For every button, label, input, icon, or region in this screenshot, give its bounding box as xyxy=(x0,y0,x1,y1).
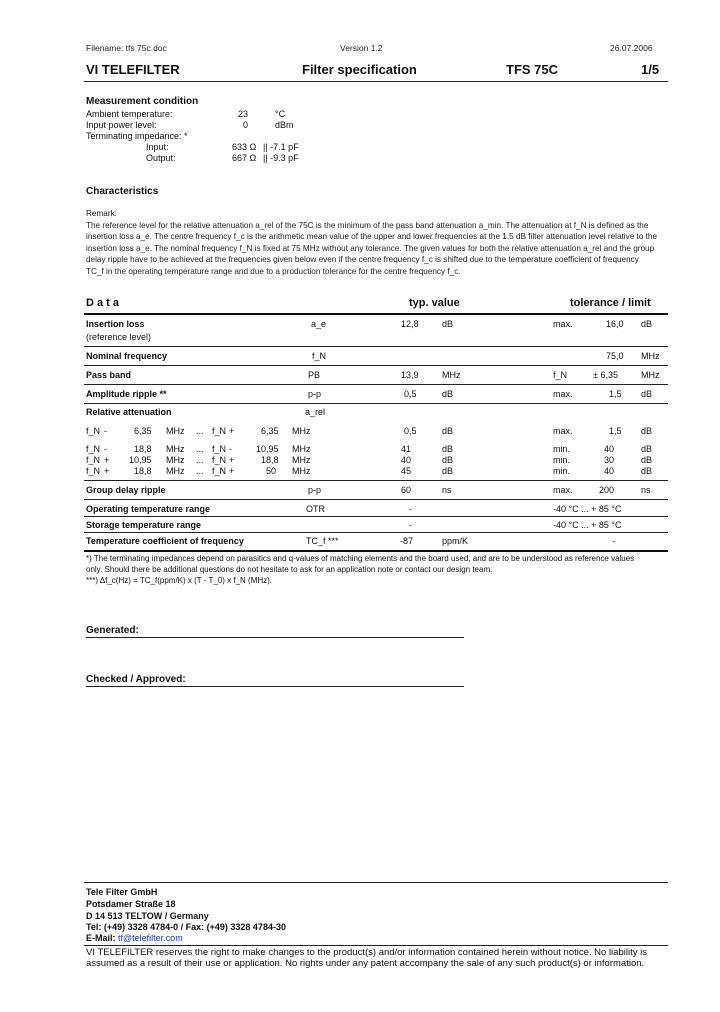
freq-unit: MHz xyxy=(166,444,185,454)
generated-signature-line xyxy=(86,637,464,638)
footnote: only. Should there be additional questions do not hesitate to ask for an application note or contact our design team. xyxy=(86,565,493,574)
freq-unit: MHz xyxy=(166,466,185,476)
row-unit: dB xyxy=(442,426,454,436)
footer-email-row xyxy=(86,933,183,943)
row-symbol: a_rel xyxy=(305,407,326,417)
output-label: Output: xyxy=(146,153,176,163)
remark-line: insertion loss a_e. The centre frequency f_c is the arithmetic mean value of the upper and lower frequencies at the 1.5 dB filter attenuation level relative to the xyxy=(86,232,658,242)
row-typ: 0,5 xyxy=(404,426,417,436)
remark-line: TC_f in the operating temperature range and due to a production tolerance for the centre frequency f_c. xyxy=(86,266,461,276)
impedance-label: Terminating impedance: * xyxy=(86,131,188,141)
row-limit: max. xyxy=(553,426,573,436)
freq-symbol: f_N xyxy=(212,426,227,436)
freq-range-dots: ... xyxy=(196,444,204,454)
row-limit: max. xyxy=(553,485,573,495)
row-symbol: p-p xyxy=(308,485,322,495)
row-tol: 200 xyxy=(599,485,615,495)
row-tol-unit: MHz xyxy=(641,370,660,380)
remark-line: delay ripple have to be achieved at the frequencies given below even if the centre frequency f_c is shifted due to the temperature coefficient of frequency xyxy=(86,255,639,265)
row-tol-unit: dB xyxy=(641,455,653,465)
freq-symbol: f_N xyxy=(86,444,101,454)
row-unit: ppm/K xyxy=(442,536,469,546)
row-tol-unit: dB xyxy=(641,426,653,436)
row-tol: 30 xyxy=(604,455,615,465)
document-title: Filter specification xyxy=(302,62,417,77)
row-limit: min. xyxy=(553,455,571,465)
row-tol: - xyxy=(612,536,615,546)
freq-unit: MHz xyxy=(166,455,185,465)
row-divider xyxy=(84,365,668,366)
row-symbol: p-p xyxy=(308,389,322,399)
row-tol: 40 xyxy=(604,444,615,454)
row-unit: ns xyxy=(442,485,452,495)
row-symbol: TC_f *** xyxy=(306,536,339,546)
remark-line: The reference level for the relative attenuation a_rel of the 75C is the minimum of the pass band attenuation a_min. The attenuation at f_N is defined as the xyxy=(86,221,649,230)
row-label: Temperature coefficient of frequency xyxy=(86,536,244,546)
row-tol: -40 °C ... + 85 °C xyxy=(553,520,622,530)
power-label: Input power level: xyxy=(86,120,157,130)
disclaimer-line: assumed as a result of their use or application. No rights under any patent accompany the sale of any such product(s) or information. xyxy=(86,958,645,969)
freq-unit: MHz xyxy=(292,466,311,476)
row-divider xyxy=(84,516,668,517)
freq-unit: MHz xyxy=(292,444,311,454)
table-bottom-divider xyxy=(84,550,668,552)
row-limit: f_N xyxy=(553,370,568,380)
output-capacitance: || -9.3 pF xyxy=(263,153,299,163)
freq-operator: + xyxy=(229,455,235,465)
freq-value: 50 xyxy=(266,466,277,476)
checked-signature-line xyxy=(86,686,464,687)
ambient-label: Ambient temperature: xyxy=(86,109,173,119)
freq-value: 18,8 xyxy=(134,444,152,454)
row-tol: 16,0 xyxy=(606,319,624,329)
row-symbol: f_N xyxy=(312,351,327,361)
freq-operator: - xyxy=(104,426,107,436)
row-label: Group delay ripple xyxy=(86,485,166,495)
row-tol: 1,5 xyxy=(609,389,622,399)
checked-label: Checked / Approved: xyxy=(86,674,186,685)
product-title: TFS 75C xyxy=(506,62,559,77)
row-limit: min. xyxy=(553,466,571,476)
row-label: Nominal frequency xyxy=(86,351,168,361)
disclaimer-line: VI TELEFILTER reserves the right to make changes to the product(s) and/or information contained herein without notice. No liability is xyxy=(86,947,647,958)
ambient-value: 23 xyxy=(238,109,249,119)
footer-company: Tele Filter GmbH xyxy=(86,887,158,897)
freq-operator: + xyxy=(229,466,235,476)
freq-symbol: f_N xyxy=(86,466,101,476)
freq-value: 6,35 xyxy=(261,426,279,436)
freq-operator: + xyxy=(229,426,235,436)
row-typ: 41 xyxy=(401,444,412,454)
freq-operator: + xyxy=(104,455,110,465)
row-unit: dB xyxy=(442,444,454,454)
freq-symbol: f_N xyxy=(86,455,101,465)
row-divider xyxy=(84,480,668,481)
row-tol-unit: dB xyxy=(641,466,653,476)
footnote: *) The terminating impedances depend on parasitics and q-values of matching elements and the board used, and are to be understood as reference values xyxy=(86,554,635,563)
email-label: E-Mail: xyxy=(86,933,116,943)
freq-operator: - xyxy=(229,444,232,454)
freq-operator: + xyxy=(104,466,110,476)
row-unit: dB xyxy=(442,389,454,399)
row-divider xyxy=(84,532,668,533)
remark-label: Remark: xyxy=(86,209,117,218)
freq-operator: - xyxy=(104,444,107,454)
row-label: Relative attenuation xyxy=(86,407,172,417)
row-divider xyxy=(84,384,668,385)
row-typ: 12,8 xyxy=(401,319,419,329)
row-limit: max. xyxy=(553,389,573,399)
freq-range-dots: ... xyxy=(196,466,204,476)
freq-range-dots: ... xyxy=(196,426,204,436)
row-tol: ± 6,35 xyxy=(593,370,618,380)
remark-text xyxy=(86,220,670,277)
row-tol-unit: dB xyxy=(641,319,653,329)
row-tol: -40 °C ... + 85 °C xyxy=(553,504,622,514)
row-label: Storage temperature range xyxy=(86,520,202,530)
row-limit: max. xyxy=(553,319,573,329)
row-tol-unit: MHz xyxy=(641,351,660,361)
row-label: Insertion loss xyxy=(86,319,145,329)
row-unit: MHz xyxy=(442,370,461,380)
row-label: Pass band xyxy=(86,370,132,380)
typ-value-header: typ. value xyxy=(409,297,460,309)
power-unit: dBm xyxy=(275,120,294,130)
freq-value: 18,8 xyxy=(134,466,152,476)
ambient-unit: °C xyxy=(275,109,286,119)
row-sublabel: (reference level) xyxy=(86,332,152,342)
freq-unit: MHz xyxy=(166,426,185,436)
row-divider xyxy=(84,346,668,347)
row-typ: 60 xyxy=(401,485,412,495)
row-tol-unit: dB xyxy=(641,444,653,454)
freq-value: 10,95 xyxy=(256,444,279,454)
footer-phone: Tel: (+49) 3328 4784-0 / Fax: (+49) 3328 4784-30 xyxy=(86,922,286,932)
row-typ: - xyxy=(409,520,412,530)
freq-symbol: f_N xyxy=(212,444,227,454)
freq-value: 18,8 xyxy=(261,455,279,465)
generated-label: Generated: xyxy=(86,625,139,636)
data-title: D a t a xyxy=(86,297,120,309)
power-value: 0 xyxy=(243,120,249,130)
row-tol-unit: ns xyxy=(641,485,651,495)
row-typ: 45 xyxy=(401,466,412,476)
page-number: 1/5 xyxy=(641,62,660,77)
row-tol: 1,5 xyxy=(609,426,622,436)
footer-bottom-divider xyxy=(84,945,668,946)
row-typ: 13,9 xyxy=(401,370,419,380)
row-label: Operating temperature range xyxy=(86,504,211,514)
input-label: Input: xyxy=(146,142,169,152)
row-tol-unit: dB xyxy=(641,389,653,399)
row-tol: 40 xyxy=(604,466,615,476)
freq-range-dots: ... xyxy=(196,455,204,465)
row-symbol: OTR xyxy=(306,504,325,514)
footnote: ***) Δf_c(Hz) = TC_f(ppm/K) x (T - T_0) x f_N (MHz). xyxy=(86,576,273,585)
filename-label: Filename: tfs 75c.doc xyxy=(86,43,167,53)
row-divider xyxy=(84,403,668,404)
freq-value: 10,95 xyxy=(129,455,152,465)
row-unit: dB xyxy=(442,466,454,476)
row-unit: dB xyxy=(442,455,454,465)
row-typ: - xyxy=(409,504,412,514)
output-value: 667 Ω xyxy=(232,153,257,163)
version-label: Version 1.2 xyxy=(340,43,383,53)
row-unit: dB xyxy=(442,319,454,329)
row-typ: -87 xyxy=(400,536,414,546)
freq-unit: MHz xyxy=(292,426,311,436)
row-divider xyxy=(84,499,668,500)
row-limit: min. xyxy=(553,444,571,454)
row-symbol: PB xyxy=(308,370,321,380)
row-typ: 0,5 xyxy=(404,389,417,399)
date-label: 26.07.2006 xyxy=(610,43,653,53)
freq-symbol: f_N xyxy=(212,455,227,465)
input-capacitance: || -7.1 pF xyxy=(263,142,299,152)
remark-line: insertion loss a_e. The nominal frequency f_N is fixed at 75 MHz without any tolerance. The given values for both the relative attenuation a_rel and the group xyxy=(86,243,655,253)
freq-symbol: f_N xyxy=(212,466,227,476)
input-value: 633 Ω xyxy=(232,142,257,152)
footer-city: D 14 513 TELTOW / Germany xyxy=(86,911,209,921)
company-title: VI TELEFILTER xyxy=(86,62,180,77)
tolerance-header: tolerance / limit xyxy=(570,297,651,309)
row-symbol: a_e xyxy=(311,319,327,329)
header-divider xyxy=(84,81,668,82)
email-link[interactable]: tf@telefilter.com xyxy=(118,933,183,943)
table-top-divider xyxy=(84,313,668,315)
freq-unit: MHz xyxy=(292,455,311,465)
characteristics-title: Characteristics xyxy=(86,186,159,197)
row-label: Amplitude ripple ** xyxy=(86,389,167,399)
footer-street: Potsdamer Straße 18 xyxy=(86,899,176,909)
freq-symbol: f_N xyxy=(86,426,101,436)
footer-divider xyxy=(84,882,668,883)
freq-value: 6,35 xyxy=(134,426,152,436)
measurement-title: Measurement condition xyxy=(86,96,199,107)
row-typ: 40 xyxy=(401,455,412,465)
row-tol: 75,0 xyxy=(606,351,624,361)
